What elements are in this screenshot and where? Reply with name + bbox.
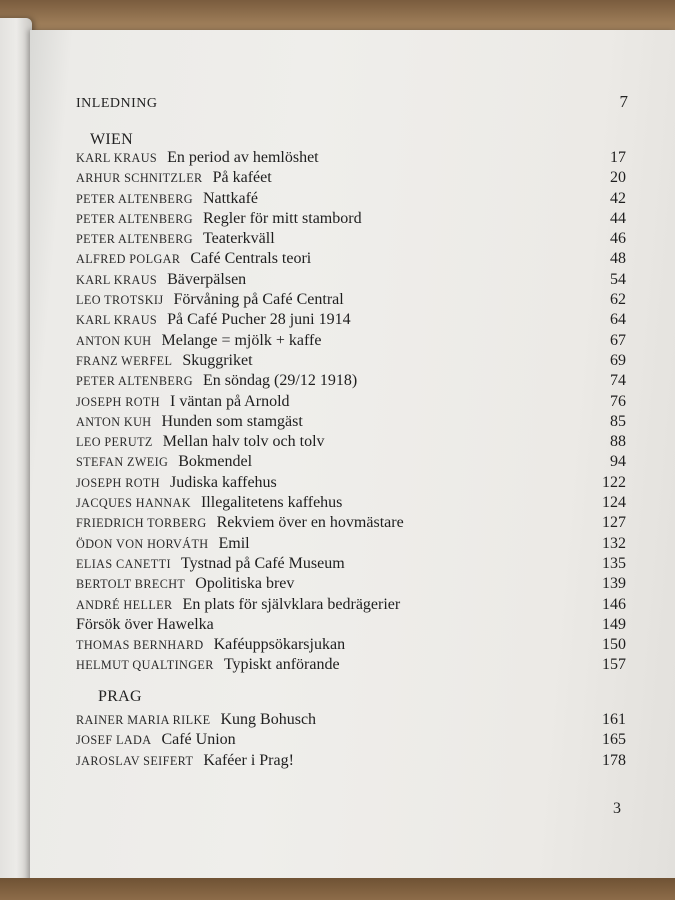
toc-header: [76, 92, 628, 112]
toc-entry: [76, 596, 626, 616]
entry-title: Café Union: [161, 731, 236, 749]
entry-title: I väntan på Arnold: [169, 392, 290, 410]
entry-author: ARHUR SCHNITZLER: [76, 171, 203, 186]
toc-entry: [76, 413, 626, 433]
toc-entry: [76, 169, 626, 189]
entry-title: Illegalitetens kaffehus: [200, 494, 343, 512]
toc-entry: [76, 474, 626, 494]
entry-author: ANTON KUH: [76, 333, 152, 348]
toc-entry: [76, 291, 626, 311]
entry-page-number: 146: [602, 595, 626, 613]
entry-title: Mellan halv tolv och tolv: [162, 433, 325, 451]
entry-author: JACQUES HANNAK: [76, 496, 191, 511]
entry-author: FRIEDRICH TORBERG: [76, 516, 207, 531]
page-number: 3: [613, 800, 621, 817]
entry-page-number: 42: [610, 189, 626, 207]
section-title-wien: WIEN: [90, 131, 133, 148]
toc-entry: [76, 230, 626, 250]
entry-page-number: 178: [602, 751, 626, 769]
entry-title: Förvåning på Café Central: [173, 291, 344, 309]
entry-title: Kung Bohusch: [220, 711, 317, 728]
entry-page-number: 124: [602, 494, 626, 512]
toc-entry: [76, 731, 626, 751]
entry-title: På Café Pucher 28 juni 1914: [167, 311, 351, 329]
entry-author: HELMUT QUALTINGER: [76, 658, 214, 673]
toc-entry: [76, 711, 626, 731]
entry-page-number: 44: [610, 209, 626, 227]
entry-author: ANTON KUH: [76, 414, 152, 429]
entry-title: Opolitiska brev: [195, 575, 295, 593]
toc-entry: [76, 433, 626, 453]
entry-page-number: 135: [602, 554, 626, 572]
entry-page-number: 85: [610, 412, 626, 430]
entry-author: PETER ALTENBERG: [76, 211, 193, 226]
entry-title: Bokmendel: [178, 453, 253, 471]
toc-entry: [76, 752, 626, 772]
entry-page-number: 94: [610, 453, 626, 471]
entry-author: JOSEPH ROTH: [76, 475, 160, 490]
section-title-prag: PRAG: [98, 688, 142, 705]
toc-entry: [76, 656, 626, 676]
entry-page-number: 157: [602, 656, 626, 674]
toc-entry: [76, 210, 626, 230]
entry-author: KARL KRAUS: [76, 151, 158, 165]
introduction-title: INLEDNING: [76, 96, 158, 111]
entry-author: KARL KRAUS: [76, 313, 158, 328]
toc-entry: [76, 535, 626, 555]
entry-title: Tystnad på Café Museum: [180, 554, 345, 572]
entry-author: THOMAS BERNHARD: [76, 638, 204, 653]
toc-entry: [76, 271, 626, 291]
entry-page-number: 150: [602, 636, 626, 654]
entry-title: Emil: [218, 534, 250, 552]
wien-entry-list: [76, 149, 626, 677]
entry-author: KARL KRAUS: [76, 272, 158, 287]
entry-title: Teaterkväll: [202, 230, 275, 248]
entry-author: BERTOLT BRECHT: [76, 577, 186, 592]
toc-entry: [76, 555, 626, 575]
entry-title: En plats för självklara bedrägerier: [182, 595, 401, 613]
entry-author: PETER ALTENBERG: [76, 191, 193, 206]
entry-title: En period av hemlöshet: [167, 149, 319, 166]
entry-title: Skuggriket: [182, 351, 253, 369]
entry-author: ELIAS CANETTI: [76, 556, 171, 571]
entry-title: Försök över Hawelka: [76, 615, 214, 633]
entry-page-number: 48: [610, 250, 626, 268]
entry-page-number: 122: [602, 473, 626, 491]
entry-author: ÖDON VON HORVÁTH: [76, 536, 209, 551]
toc-entry: [76, 352, 626, 372]
toc-entry: [76, 332, 626, 352]
entry-title: Melange = mjölk + kaffe: [161, 331, 322, 349]
toc-entry: [76, 575, 626, 595]
entry-page-number: 132: [602, 534, 626, 552]
entry-title: Typiskt anförande: [223, 656, 340, 674]
entry-page-number: 165: [602, 731, 626, 749]
toc-entry: [76, 190, 626, 210]
entry-author: LEO PERUTZ: [76, 435, 153, 450]
introduction-page-number: 7: [619, 92, 628, 111]
left-page-edge: [0, 18, 32, 888]
entry-title: Café Centrals teori: [190, 250, 312, 268]
toc-entry: [76, 636, 626, 656]
toc-entry: [76, 311, 626, 331]
prag-entry-list: [76, 711, 626, 772]
entry-page-number: 88: [610, 433, 626, 451]
entry-page-number: 64: [610, 311, 626, 329]
entry-page-number: 46: [610, 230, 626, 248]
entry-page-number: 76: [610, 392, 626, 410]
toc-entry: [76, 250, 626, 270]
entry-page-number: 62: [610, 291, 626, 309]
toc-entry: [76, 149, 626, 169]
entry-title: Regler för mitt stambord: [202, 209, 362, 227]
entry-author: JAROSLAV SEIFERT: [76, 753, 194, 768]
toc-entry: [76, 453, 626, 473]
toc-entry: [76, 514, 626, 534]
toc-entry: [76, 494, 626, 514]
toc-entry: [76, 372, 626, 392]
entry-page-number: 139: [602, 575, 626, 593]
entry-title: Kaféer i Prag!: [203, 751, 294, 769]
entry-author: PETER ALTENBERG: [76, 232, 193, 247]
entry-author: ANDRÉ HELLER: [76, 597, 173, 612]
entry-title: På kaféet: [212, 169, 272, 187]
entry-title: Nattkafé: [202, 189, 259, 207]
entry-page-number: 161: [602, 711, 626, 728]
entry-page-number: 17: [610, 149, 626, 166]
entry-page-number: 69: [610, 351, 626, 369]
toc-entry: [76, 616, 626, 636]
entry-author: STEFAN ZWEIG: [76, 455, 169, 470]
entry-author: ALFRED POLGAR: [76, 252, 181, 267]
entry-page-number: 149: [602, 615, 626, 633]
entry-page-number: 127: [602, 514, 626, 532]
entry-author: JOSEPH ROTH: [76, 394, 160, 409]
entry-title: Judiska kaffehus: [169, 473, 277, 491]
table-surface-bottom: [0, 878, 675, 900]
entry-author: FRANZ WERFEL: [76, 353, 173, 368]
entry-author: RAINER MARIA RILKE: [76, 713, 211, 727]
entry-title: En söndag (29/12 1918): [202, 372, 358, 390]
entry-page-number: 74: [610, 372, 626, 390]
entry-title: Rekviem över en hovmästare: [216, 514, 404, 532]
entry-title: Kaféuppsökarsjukan: [213, 636, 346, 654]
entry-title: Hunden som stamgäst: [161, 412, 303, 430]
entry-title: Bäverpälsen: [167, 270, 247, 288]
toc-entry: [76, 393, 626, 413]
entry-page-number: 67: [610, 331, 626, 349]
entry-page-number: 54: [610, 270, 626, 288]
entry-author: JOSEF LADA: [76, 733, 152, 748]
entry-author: LEO TROTSKIJ: [76, 293, 164, 308]
entry-author: PETER ALTENBERG: [76, 374, 193, 389]
entry-page-number: 20: [610, 169, 626, 187]
